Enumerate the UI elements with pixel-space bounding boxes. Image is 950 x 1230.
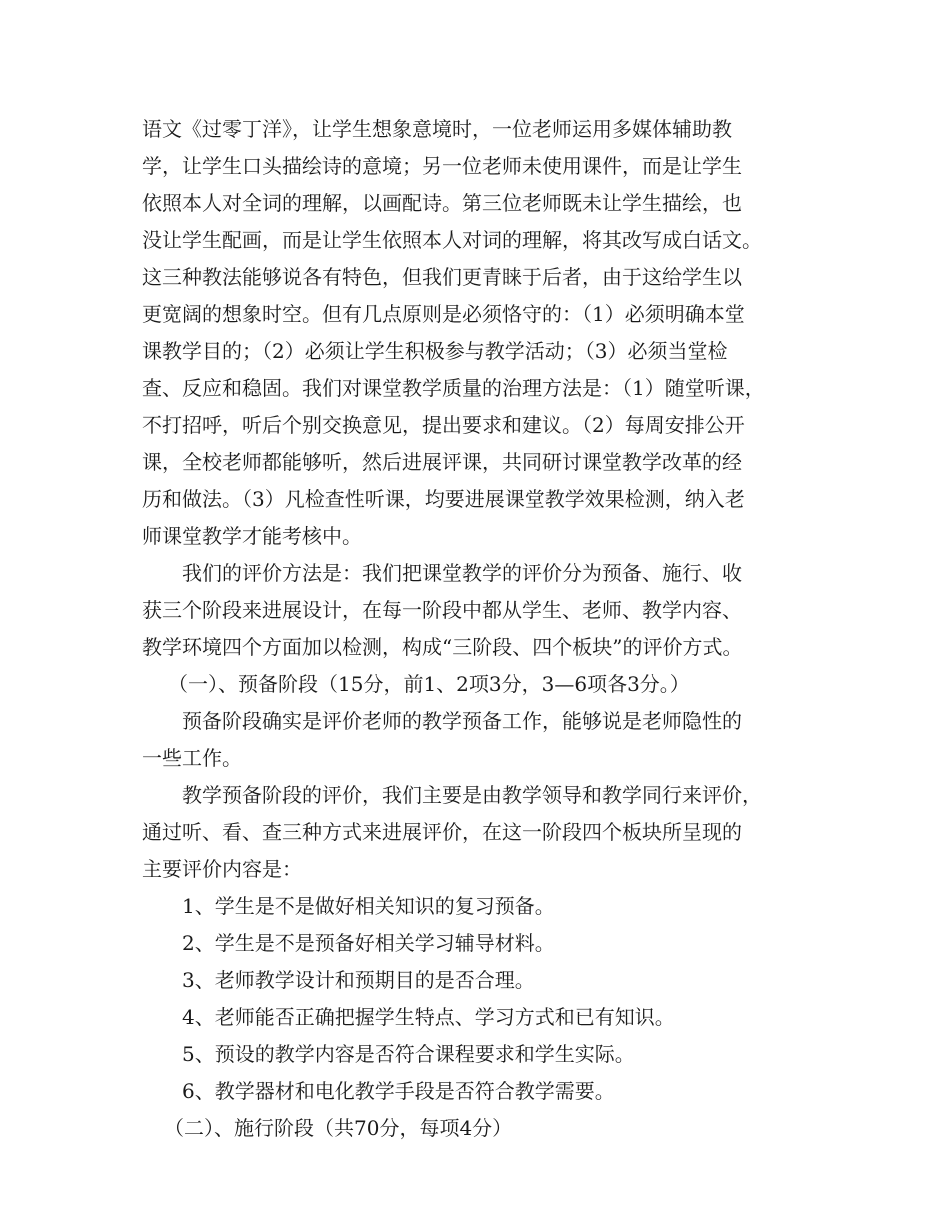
- text-line: 这三种教法能够说各有特色，但我们更青睐于后者，由于这给学生以: [142, 265, 742, 289]
- text-line: 一些工作。: [142, 746, 242, 770]
- text-line: 师课堂教学才能考核中。: [142, 524, 362, 548]
- text-line: 课教学目的；（2）必须让学生积极参与教学活动；（3）必须当堂检: [142, 339, 728, 363]
- text-line: 主要评价内容是：: [142, 857, 302, 881]
- text-line: 课，全校老师都能够听，然后进展评课，共同研讨课堂教学改革的经: [142, 450, 742, 474]
- list-item: 1、学生是不是做好相关知识的复习预备。: [182, 894, 555, 918]
- list-item: 6、教学器材和电化教学手段是否符合教学需要。: [182, 1079, 615, 1103]
- section-heading: （二）、施行阶段（共70分，每项4分）: [164, 1116, 513, 1140]
- section-heading-preparation: [142, 666, 822, 703]
- text-line: 教学预备阶段的评价，我们主要是由教学领导和教学同行来评价，: [182, 783, 762, 807]
- evaluation-list: [142, 888, 822, 1110]
- section-heading-implementation: [142, 1110, 822, 1147]
- text-line: 历和做法。（3）凡检查性听课，均要进展课堂教学效果检测，纳入老: [142, 487, 745, 511]
- text-line: 更宽阔的想象时空。但有几点原则是必须恪守的：（1）必须明确本堂: [142, 302, 745, 326]
- paragraph-preparation-evaluation: [142, 777, 822, 888]
- list-item: 4、老师能否正确把握学生特点、学习方式和已有知识。: [182, 1005, 675, 1029]
- text-line: 没让学生配画，而是让学生依照本人对词的理解，将其改写成白话文。: [142, 228, 762, 252]
- section-heading: （一）、预备阶段（15分，前1、2项3分，3—6项各3分。）: [168, 672, 690, 696]
- paragraph-evaluation-method: [142, 555, 822, 666]
- text-line: 查、反应和稳固。我们对课堂教学质量的治理方法是：（1）随堂听课，: [142, 376, 765, 400]
- text-line: 语文《过零丁洋》，让学生想象意境时，一位老师运用多媒体辅助教: [142, 117, 732, 141]
- text-line: 教学环境四个方面加以检测，构成“三阶段、四个板块”的评价方式。: [142, 635, 743, 659]
- list-item: 3、老师教学设计和预期目的是否合理。: [182, 968, 535, 992]
- text-line: 不打招呼，听后个别交换意见，提出要求和建议。（2）每周安排公开: [142, 413, 745, 437]
- text-line: 预备阶段确实是评价老师的教学预备工作，能够说是老师隐性的: [182, 709, 742, 733]
- text-line: 学，让学生口头描绘诗的意境；另一位老师未使用课件，而是让学生: [142, 154, 742, 178]
- text-line: 我们的评价方法是：我们把课堂教学的评价分为预备、施行、收: [182, 561, 742, 585]
- paragraph-preparation-intro: [142, 703, 822, 777]
- document-body: [142, 111, 822, 1147]
- paragraph-classroom-methods: [142, 111, 822, 555]
- list-item: 5、预设的教学内容是否符合课程要求和学生实际。: [182, 1042, 635, 1066]
- text-line: 通过听、看、查三种方式来进展评价，在这一阶段四个板块所呈现的: [142, 820, 742, 844]
- text-line: 获三个阶段来进展设计，在每一阶段中都从学生、老师、教学内容、: [142, 598, 742, 622]
- list-item: 2、学生是不是预备好相关学习辅导材料。: [182, 931, 555, 955]
- text-line: 依照本人对全词的理解，以画配诗。第三位老师既未让学生描绘，也: [142, 191, 742, 215]
